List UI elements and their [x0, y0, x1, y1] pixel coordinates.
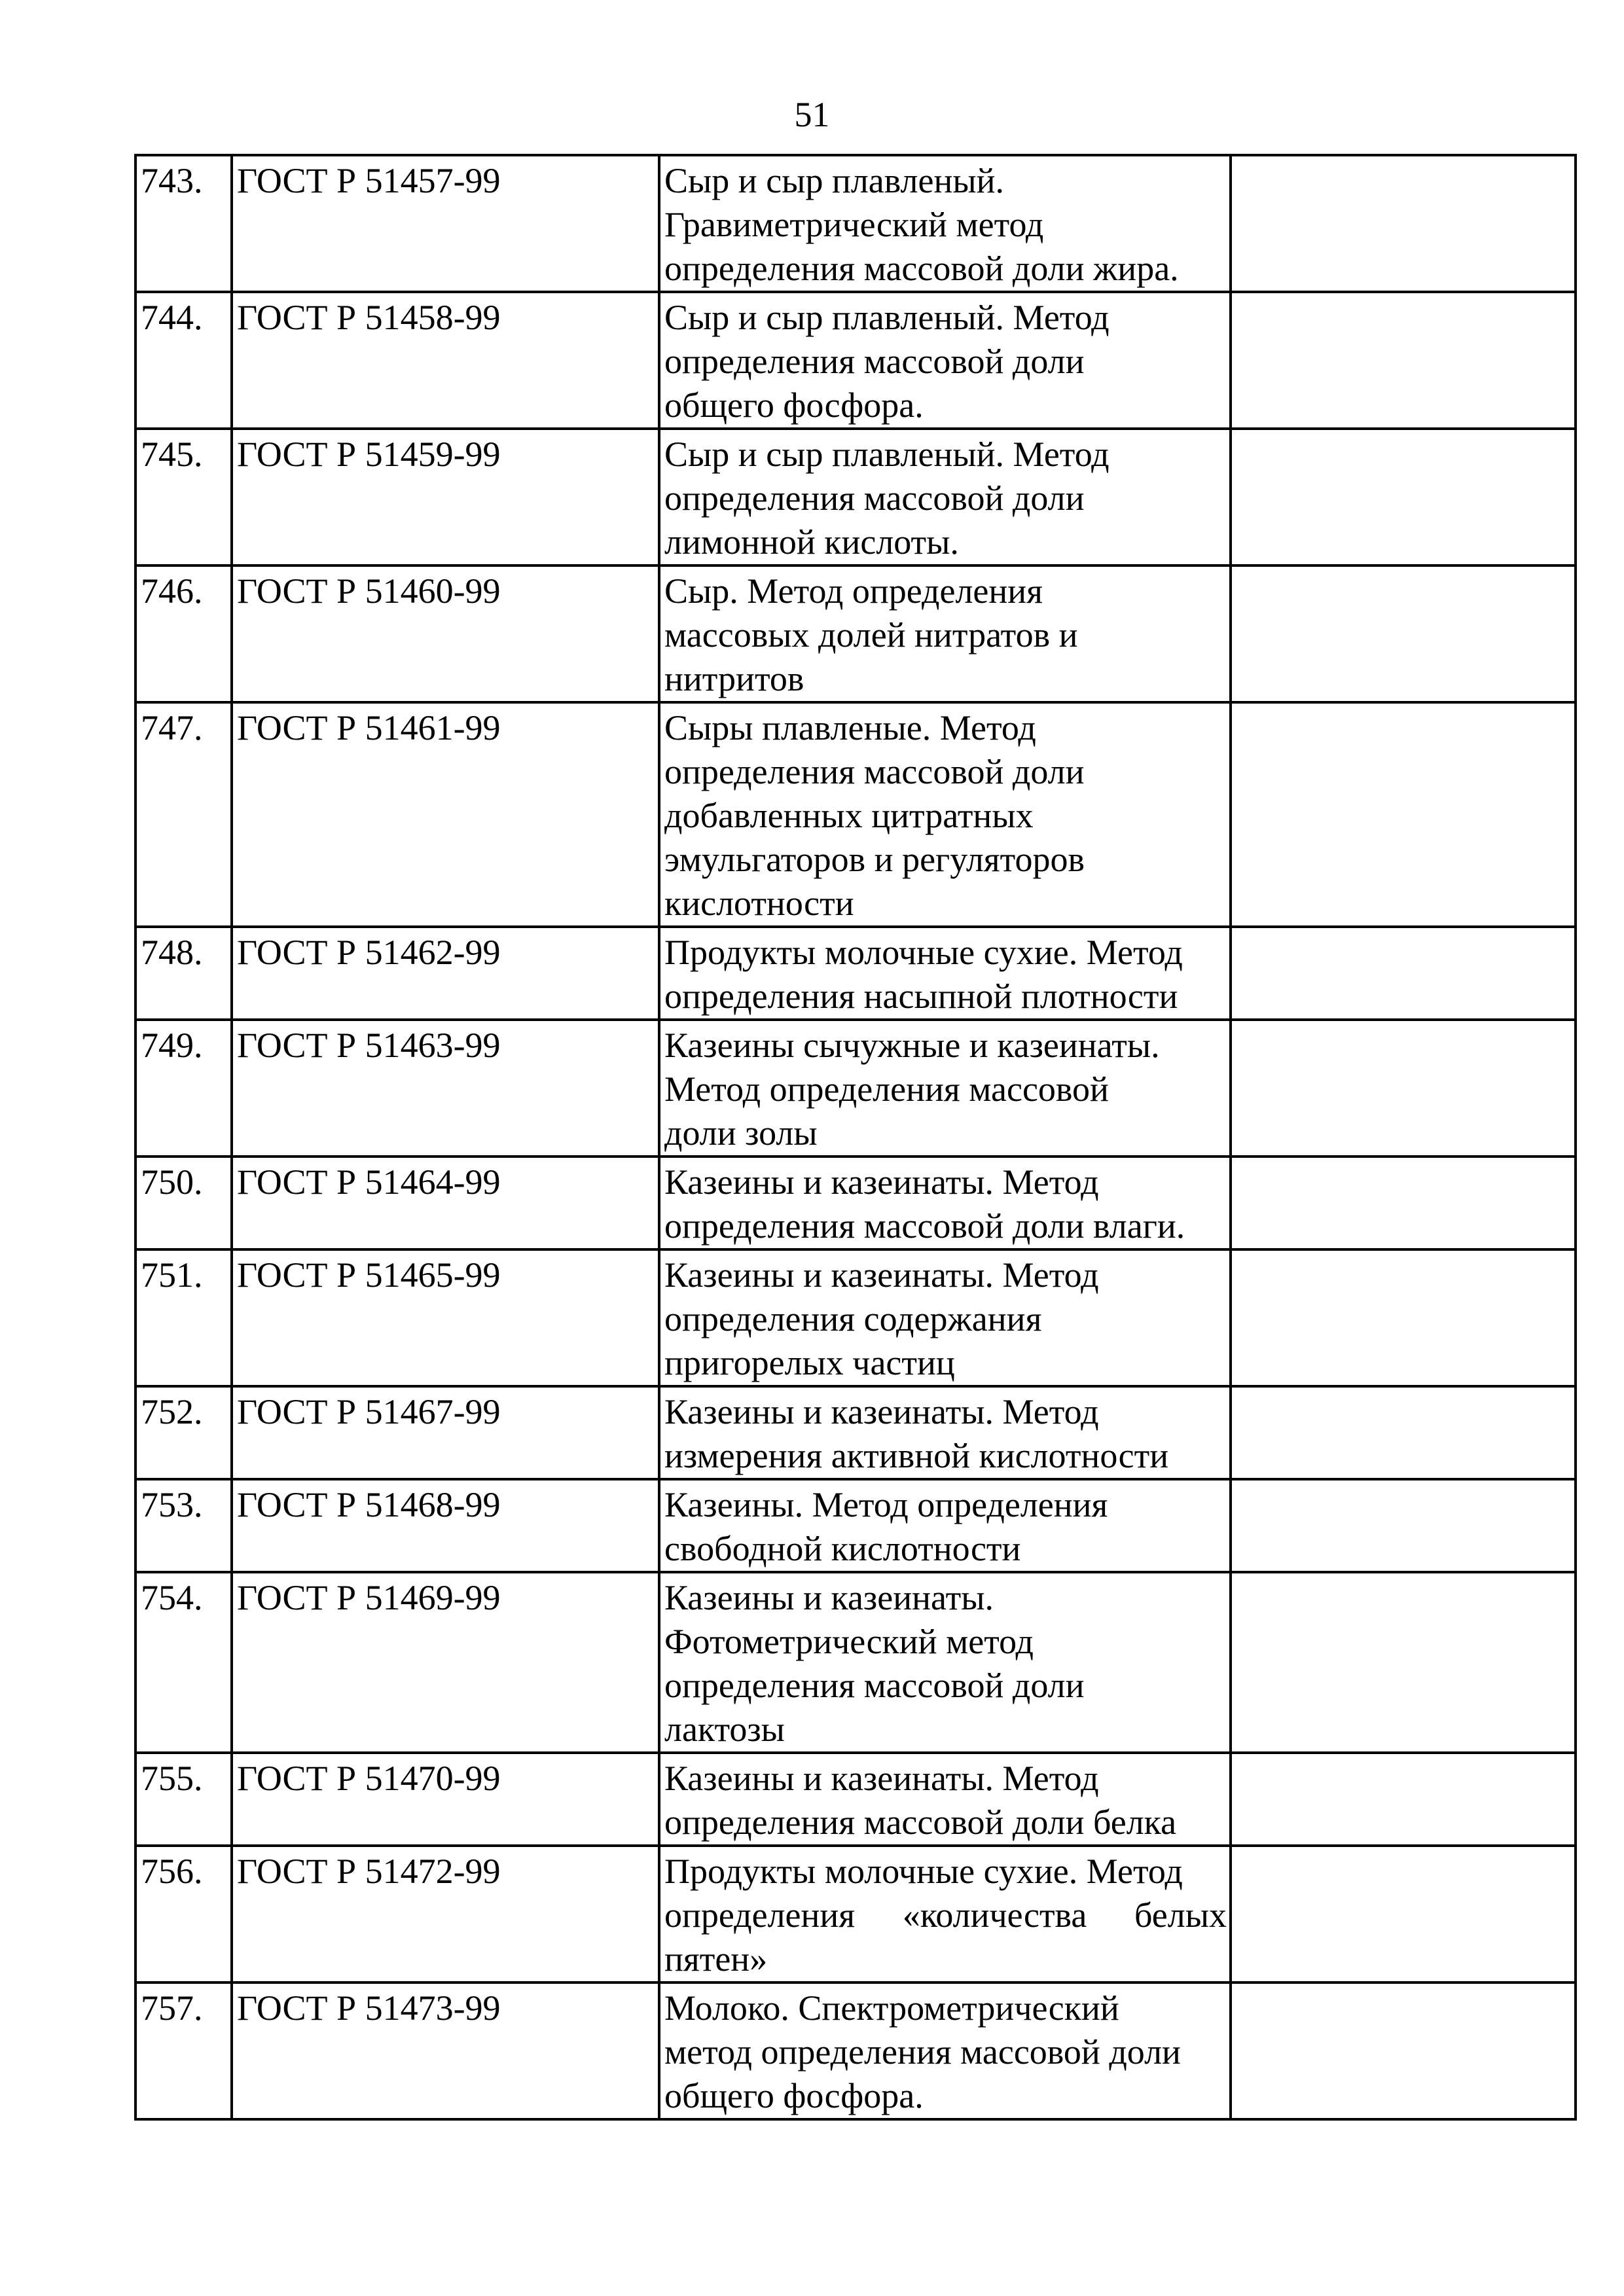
row-number: 753. [135, 1479, 232, 1572]
empty-cell [1231, 292, 1576, 429]
standard-code: ГОСТ Р 51464-99 [232, 1157, 659, 1249]
title-line: Сыр и сыр плавленый. Метод [664, 298, 1110, 337]
standard-title [659, 1982, 1231, 2119]
standard-code: ГОСТ Р 51460-99 [232, 565, 659, 702]
page-number: 51 [794, 95, 830, 134]
row-number: 757. [135, 1982, 232, 2119]
table-row [135, 927, 1576, 1020]
table-row [135, 1249, 1576, 1386]
row-number: 756. [135, 1846, 232, 1982]
standard-code: ГОСТ Р 51459-99 [232, 429, 659, 565]
row-number: 743. [135, 155, 232, 292]
standard-code: ГОСТ Р 51472-99 [232, 1846, 659, 1982]
title-line: кислотности [664, 884, 854, 923]
title-line: добавленных цитратных [664, 796, 1034, 835]
table-row [135, 1020, 1576, 1157]
title-line: пятен» [664, 1939, 768, 1979]
standard-code: ГОСТ Р 51473-99 [232, 1982, 659, 2119]
title-line: доли золы [664, 1113, 818, 1153]
empty-cell [1231, 565, 1576, 702]
title-line: Продукты молочные сухие. Метод [664, 933, 1183, 972]
standard-title [659, 927, 1231, 1020]
title-line: определения массовой доли [664, 478, 1085, 518]
standard-title [659, 1020, 1231, 1157]
table-row [135, 1386, 1576, 1479]
row-number: 747. [135, 702, 232, 927]
standards-table-body [135, 155, 1576, 2119]
title-line: Казеины и казеинаты. [664, 1578, 994, 1617]
standard-title [659, 1249, 1231, 1386]
row-number: 750. [135, 1157, 232, 1249]
title-line: Продукты молочные сухие. Метод [664, 1852, 1183, 1891]
standard-code: ГОСТ Р 51463-99 [232, 1020, 659, 1157]
title-line: Казеины и казеинаты. Метод [664, 1759, 1099, 1798]
title-line: Казеины сычужные и казеинаты. [664, 1026, 1160, 1065]
title-line: Сыр и сыр плавленый. [664, 161, 1005, 200]
table-row [135, 292, 1576, 429]
table-row [135, 1846, 1576, 1982]
standard-code: ГОСТ Р 51470-99 [232, 1753, 659, 1846]
table-row [135, 565, 1576, 702]
row-number: 755. [135, 1753, 232, 1846]
table-row [135, 155, 1576, 292]
title-line: Фотометрический метод [664, 1622, 1034, 1661]
title-line: определения массовой доли влаги. [664, 1206, 1185, 1246]
standard-code: ГОСТ Р 51469-99 [232, 1572, 659, 1753]
title-line: Молоко. Спектрометрический [664, 1988, 1119, 2028]
title-line: определения насыпной плотности [664, 977, 1178, 1016]
standard-code: ГОСТ Р 51465-99 [232, 1249, 659, 1386]
title-line: свободной кислотности [664, 1529, 1021, 1568]
title-line: определения массовой доли [664, 1666, 1085, 1705]
row-number: 746. [135, 565, 232, 702]
table-row [135, 1157, 1576, 1249]
title-line: Гравиметрический метод [664, 205, 1044, 244]
title-line: нитритов [664, 659, 804, 698]
title-line: определения массовой доли [664, 342, 1085, 381]
title-line: лимонной кислоты. [664, 522, 959, 562]
row-number: 744. [135, 292, 232, 429]
standard-title [659, 1386, 1231, 1479]
empty-cell [1231, 1982, 1576, 2119]
title-line: определения массовой доли белка [664, 1803, 1177, 1842]
title-line: пригорелых частиц [664, 1343, 955, 1382]
title-line: массовых долей нитратов и [664, 615, 1078, 655]
standard-code: ГОСТ Р 51462-99 [232, 927, 659, 1020]
title-line: Сыры плавленые. Метод [664, 708, 1036, 747]
empty-cell [1231, 927, 1576, 1020]
title-line: Казеины и казеинаты. Метод [664, 1162, 1099, 1202]
title-line: эмульгаторов и регуляторов [664, 840, 1085, 879]
row-number: 748. [135, 927, 232, 1020]
row-number: 745. [135, 429, 232, 565]
standard-code: ГОСТ Р 51461-99 [232, 702, 659, 927]
standard-title [659, 1572, 1231, 1753]
empty-cell [1231, 1753, 1576, 1846]
standards-table [134, 154, 1577, 2121]
standard-title [659, 1157, 1231, 1249]
empty-cell [1231, 1386, 1576, 1479]
table-row [135, 1982, 1576, 2119]
title-line: Метод определения массовой [664, 1069, 1109, 1109]
title-line: метод определения массовой доли [664, 2032, 1181, 2072]
row-number: 752. [135, 1386, 232, 1479]
standard-title [659, 565, 1231, 702]
empty-cell [1231, 155, 1576, 292]
empty-cell [1231, 1020, 1576, 1157]
title-line: общего фосфора. [664, 386, 924, 425]
standard-title [659, 702, 1231, 927]
standard-title [659, 1479, 1231, 1572]
title-line: измерения активной кислотности [664, 1436, 1169, 1475]
standard-code: ГОСТ Р 51457-99 [232, 155, 659, 292]
standard-code: ГОСТ Р 51467-99 [232, 1386, 659, 1479]
standard-title [659, 1846, 1231, 1982]
title-line: определения массовой доли жира. [664, 249, 1179, 288]
title-line: общего фосфора. [664, 2076, 924, 2115]
row-number: 754. [135, 1572, 232, 1753]
title-line: определения массовой доли [664, 752, 1085, 791]
table-row [135, 1479, 1576, 1572]
empty-cell [1231, 1572, 1576, 1753]
empty-cell [1231, 702, 1576, 927]
empty-cell [1231, 1846, 1576, 1982]
row-number: 749. [135, 1020, 232, 1157]
title-line: определения «количества белых [664, 1895, 1227, 1935]
title-line: Казеины и казеинаты. Метод [664, 1392, 1099, 1431]
empty-cell [1231, 1479, 1576, 1572]
standard-title [659, 429, 1231, 565]
title-line: Сыр и сыр плавленый. Метод [664, 435, 1110, 474]
title-line: определения содержания [664, 1299, 1042, 1338]
table-row [135, 429, 1576, 565]
standard-title [659, 1753, 1231, 1846]
empty-cell [1231, 429, 1576, 565]
row-number: 751. [135, 1249, 232, 1386]
standard-title [659, 155, 1231, 292]
table-row [135, 1572, 1576, 1753]
table-row [135, 1753, 1576, 1846]
title-line: Казеины. Метод определения [664, 1485, 1108, 1524]
standard-title [659, 292, 1231, 429]
empty-cell [1231, 1157, 1576, 1249]
title-line: Казеины и казеинаты. Метод [664, 1255, 1099, 1295]
empty-cell [1231, 1249, 1576, 1386]
standard-code: ГОСТ Р 51468-99 [232, 1479, 659, 1572]
standard-code: ГОСТ Р 51458-99 [232, 292, 659, 429]
title-line: Сыр. Метод определения [664, 571, 1043, 611]
table-row [135, 702, 1576, 927]
title-line: лактозы [664, 1710, 785, 1749]
